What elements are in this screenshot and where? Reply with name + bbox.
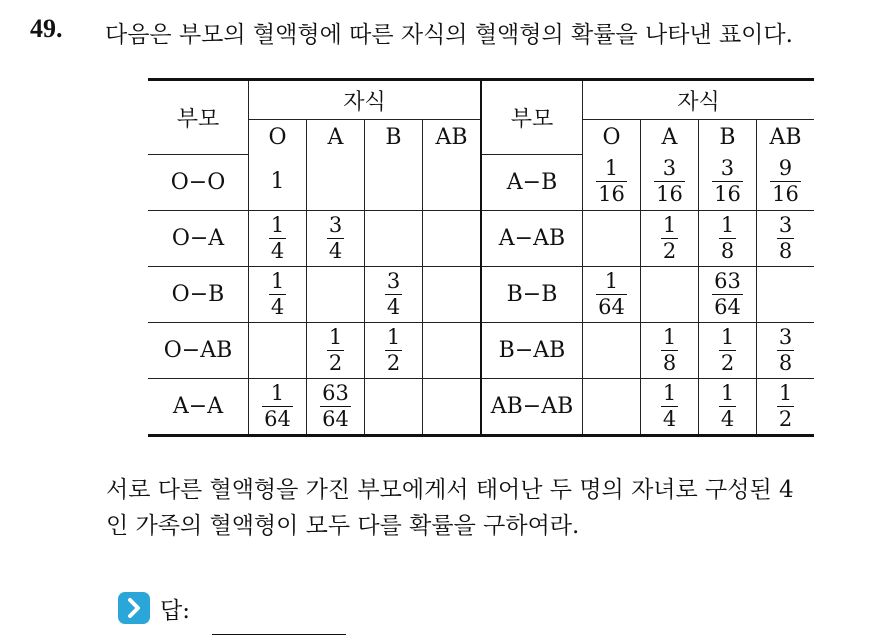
- fraction-denominator: 64: [714, 294, 741, 319]
- blood-type-a-right: A: [641, 120, 699, 155]
- fraction-numerator: 3: [778, 324, 793, 349]
- cell-left-2-1: [307, 266, 365, 322]
- blood-type-b-right: B: [699, 120, 757, 155]
- cell-left-0-0: [249, 154, 307, 210]
- fraction: [327, 324, 344, 375]
- fraction-numerator: 1: [662, 380, 677, 405]
- blood-type-probability-table: [148, 78, 814, 437]
- fraction-numerator: 9: [778, 156, 793, 181]
- cell-right-3-0: [583, 322, 641, 378]
- parent-pair-left: O−B: [148, 266, 249, 322]
- fraction-numerator: 1: [778, 380, 793, 405]
- cell-left-2-2: [365, 266, 423, 322]
- child-header-right: 자식: [583, 80, 815, 120]
- fraction: [777, 212, 794, 263]
- fraction-denominator: 2: [328, 350, 343, 375]
- cell-right-0-3: [757, 154, 815, 210]
- cell-right-1-3: [757, 210, 815, 266]
- table-row: [148, 210, 814, 266]
- fraction-denominator: 64: [598, 294, 625, 319]
- fraction-numerator: 3: [662, 156, 677, 181]
- fraction: [385, 268, 402, 319]
- cell-left-1-1: [307, 210, 365, 266]
- fraction-numerator: 1: [720, 212, 735, 237]
- fraction-numerator: 3: [778, 212, 793, 237]
- cell-right-2-0: [583, 266, 641, 322]
- fraction-denominator: 8: [778, 350, 793, 375]
- problem-line-2: 인 가족의 혈액형이 모두 다를 확률을 구하여라.: [106, 513, 580, 539]
- fraction-denominator: 64: [264, 406, 291, 431]
- fraction-denominator: 16: [656, 182, 683, 207]
- cell-right-2-2: [699, 266, 757, 322]
- parent-pair-left: O−A: [148, 210, 249, 266]
- cell-right-4-1: [641, 378, 699, 435]
- cell-left-2-3: [423, 266, 482, 322]
- fraction: [770, 158, 801, 205]
- question-header: [30, 10, 880, 50]
- cell-left-0-1: [307, 154, 365, 210]
- fraction-denominator: 4: [662, 406, 677, 431]
- fraction-denominator: 2: [720, 350, 735, 375]
- cell-left-4-2: [365, 378, 423, 435]
- answer-blank-line[interactable]: [212, 634, 346, 635]
- parent-pair-left: O−O: [148, 154, 249, 210]
- fraction-denominator: 8: [778, 238, 793, 263]
- table-body: [148, 154, 814, 435]
- table-row: [148, 266, 814, 322]
- cell-right-0-1: [641, 154, 699, 210]
- fraction-denominator: 4: [720, 406, 735, 431]
- fraction-numerator: 1: [720, 324, 735, 349]
- table-row: [148, 322, 814, 378]
- whole-value: 1: [270, 169, 285, 195]
- fraction-numerator: 1: [662, 324, 677, 349]
- cell-right-1-2: [699, 210, 757, 266]
- cell-right-3-2: [699, 322, 757, 378]
- cell-right-1-1: [641, 210, 699, 266]
- fraction: [661, 380, 678, 431]
- cell-left-4-3: [423, 378, 482, 435]
- fraction: [777, 324, 794, 375]
- question-text: 다음은 부모의 혈액형에 따른 자식의 혈액형의 확률을 나타낸 표이다.: [105, 22, 793, 48]
- cell-left-4-1: [307, 378, 365, 435]
- parent-header-left: 부모: [148, 80, 249, 155]
- table-row: [148, 154, 814, 210]
- fraction: [661, 212, 678, 263]
- problem-body: [106, 472, 866, 544]
- fraction-denominator: 8: [662, 350, 677, 375]
- blood-type-ab-right: AB: [757, 120, 815, 155]
- cell-right-2-3: [757, 266, 815, 322]
- question-number: 49.: [30, 14, 63, 43]
- fraction-numerator: 1: [386, 324, 401, 349]
- fraction: [269, 268, 286, 319]
- fraction: [596, 158, 627, 205]
- table-header-row: [148, 80, 814, 120]
- fraction-denominator: 4: [270, 238, 285, 263]
- fraction-denominator: 2: [386, 350, 401, 375]
- cell-left-1-2: [365, 210, 423, 266]
- parent-pair-left: O−AB: [148, 322, 249, 378]
- parent-pair-right: A−AB: [481, 210, 583, 266]
- cell-left-3-2: [365, 322, 423, 378]
- cell-left-1-0: [249, 210, 307, 266]
- fraction-numerator: 63: [714, 268, 741, 293]
- fraction: [320, 380, 351, 431]
- fraction-numerator: 1: [662, 212, 677, 237]
- cell-left-1-3: [423, 210, 482, 266]
- blood-type-o-right: O: [583, 120, 641, 155]
- fraction-numerator: 3: [328, 212, 343, 237]
- cell-left-0-2: [365, 154, 423, 210]
- fraction-denominator: 16: [598, 182, 625, 207]
- fraction: [596, 268, 627, 319]
- fraction: [712, 268, 743, 319]
- fraction-numerator: 3: [720, 156, 735, 181]
- fraction: [777, 380, 794, 431]
- cell-left-4-0: [249, 378, 307, 435]
- fraction: [661, 324, 678, 375]
- cell-right-0-2: [699, 154, 757, 210]
- cell-left-0-3: [423, 154, 482, 210]
- cell-right-0-0: [583, 154, 641, 210]
- fraction-denominator: 2: [778, 406, 793, 431]
- fraction-denominator: 8: [720, 238, 735, 263]
- child-header-left: 자식: [249, 80, 482, 120]
- fraction: [385, 324, 402, 375]
- fraction: [719, 380, 736, 431]
- cell-right-4-2: [699, 378, 757, 435]
- cell-right-3-3: [757, 322, 815, 378]
- fraction-numerator: 1: [720, 380, 735, 405]
- fraction-numerator: 1: [604, 268, 619, 293]
- fraction-numerator: 1: [270, 212, 285, 237]
- parent-pair-right: B−AB: [481, 322, 583, 378]
- fraction-numerator: 1: [604, 156, 619, 181]
- fraction: [262, 380, 293, 431]
- blood-type-ab-left: AB: [423, 120, 482, 155]
- blood-type-o-left: O: [249, 120, 307, 155]
- fraction: [654, 158, 685, 205]
- fraction-denominator: 4: [270, 294, 285, 319]
- fraction-numerator: 3: [386, 268, 401, 293]
- fraction-denominator: 16: [772, 182, 799, 207]
- fraction-denominator: 2: [662, 238, 677, 263]
- fraction-denominator: 4: [386, 294, 401, 319]
- fraction: [327, 212, 344, 263]
- fraction-numerator: 1: [270, 380, 285, 405]
- fraction: [712, 158, 743, 205]
- cell-right-4-0: [583, 378, 641, 435]
- fraction-denominator: 64: [322, 406, 349, 431]
- parent-pair-right: AB−AB: [481, 378, 583, 435]
- fraction-numerator: 1: [328, 324, 343, 349]
- cell-right-4-3: [757, 378, 815, 435]
- blood-type-b-left: B: [365, 120, 423, 155]
- chevron-right-icon: [118, 592, 150, 624]
- cell-right-3-1: [641, 322, 699, 378]
- parent-pair-right: B−B: [481, 266, 583, 322]
- fraction-denominator: 16: [714, 182, 741, 207]
- parent-pair-left: A−A: [148, 378, 249, 435]
- cell-left-3-3: [423, 322, 482, 378]
- cell-right-1-0: [583, 210, 641, 266]
- problem-line-1: 서로 다른 혈액형을 가진 부모에게서 태어난 두 명의 자녀로 구성된 4: [106, 477, 794, 503]
- fraction-numerator: 1: [270, 268, 285, 293]
- cell-left-2-0: [249, 266, 307, 322]
- cell-left-3-0: [249, 322, 307, 378]
- answer-label: 답:: [160, 598, 190, 624]
- fraction-numerator: 63: [322, 380, 349, 405]
- parent-pair-right: A−B: [481, 154, 583, 210]
- fraction: [719, 324, 736, 375]
- fraction: [269, 212, 286, 263]
- parent-header-right: 부모: [481, 80, 583, 155]
- blood-type-a-left: A: [307, 120, 365, 155]
- fraction: [719, 212, 736, 263]
- cell-left-3-1: [307, 322, 365, 378]
- fraction-denominator: 4: [328, 238, 343, 263]
- cell-right-2-1: [641, 266, 699, 322]
- table-row: [148, 378, 814, 435]
